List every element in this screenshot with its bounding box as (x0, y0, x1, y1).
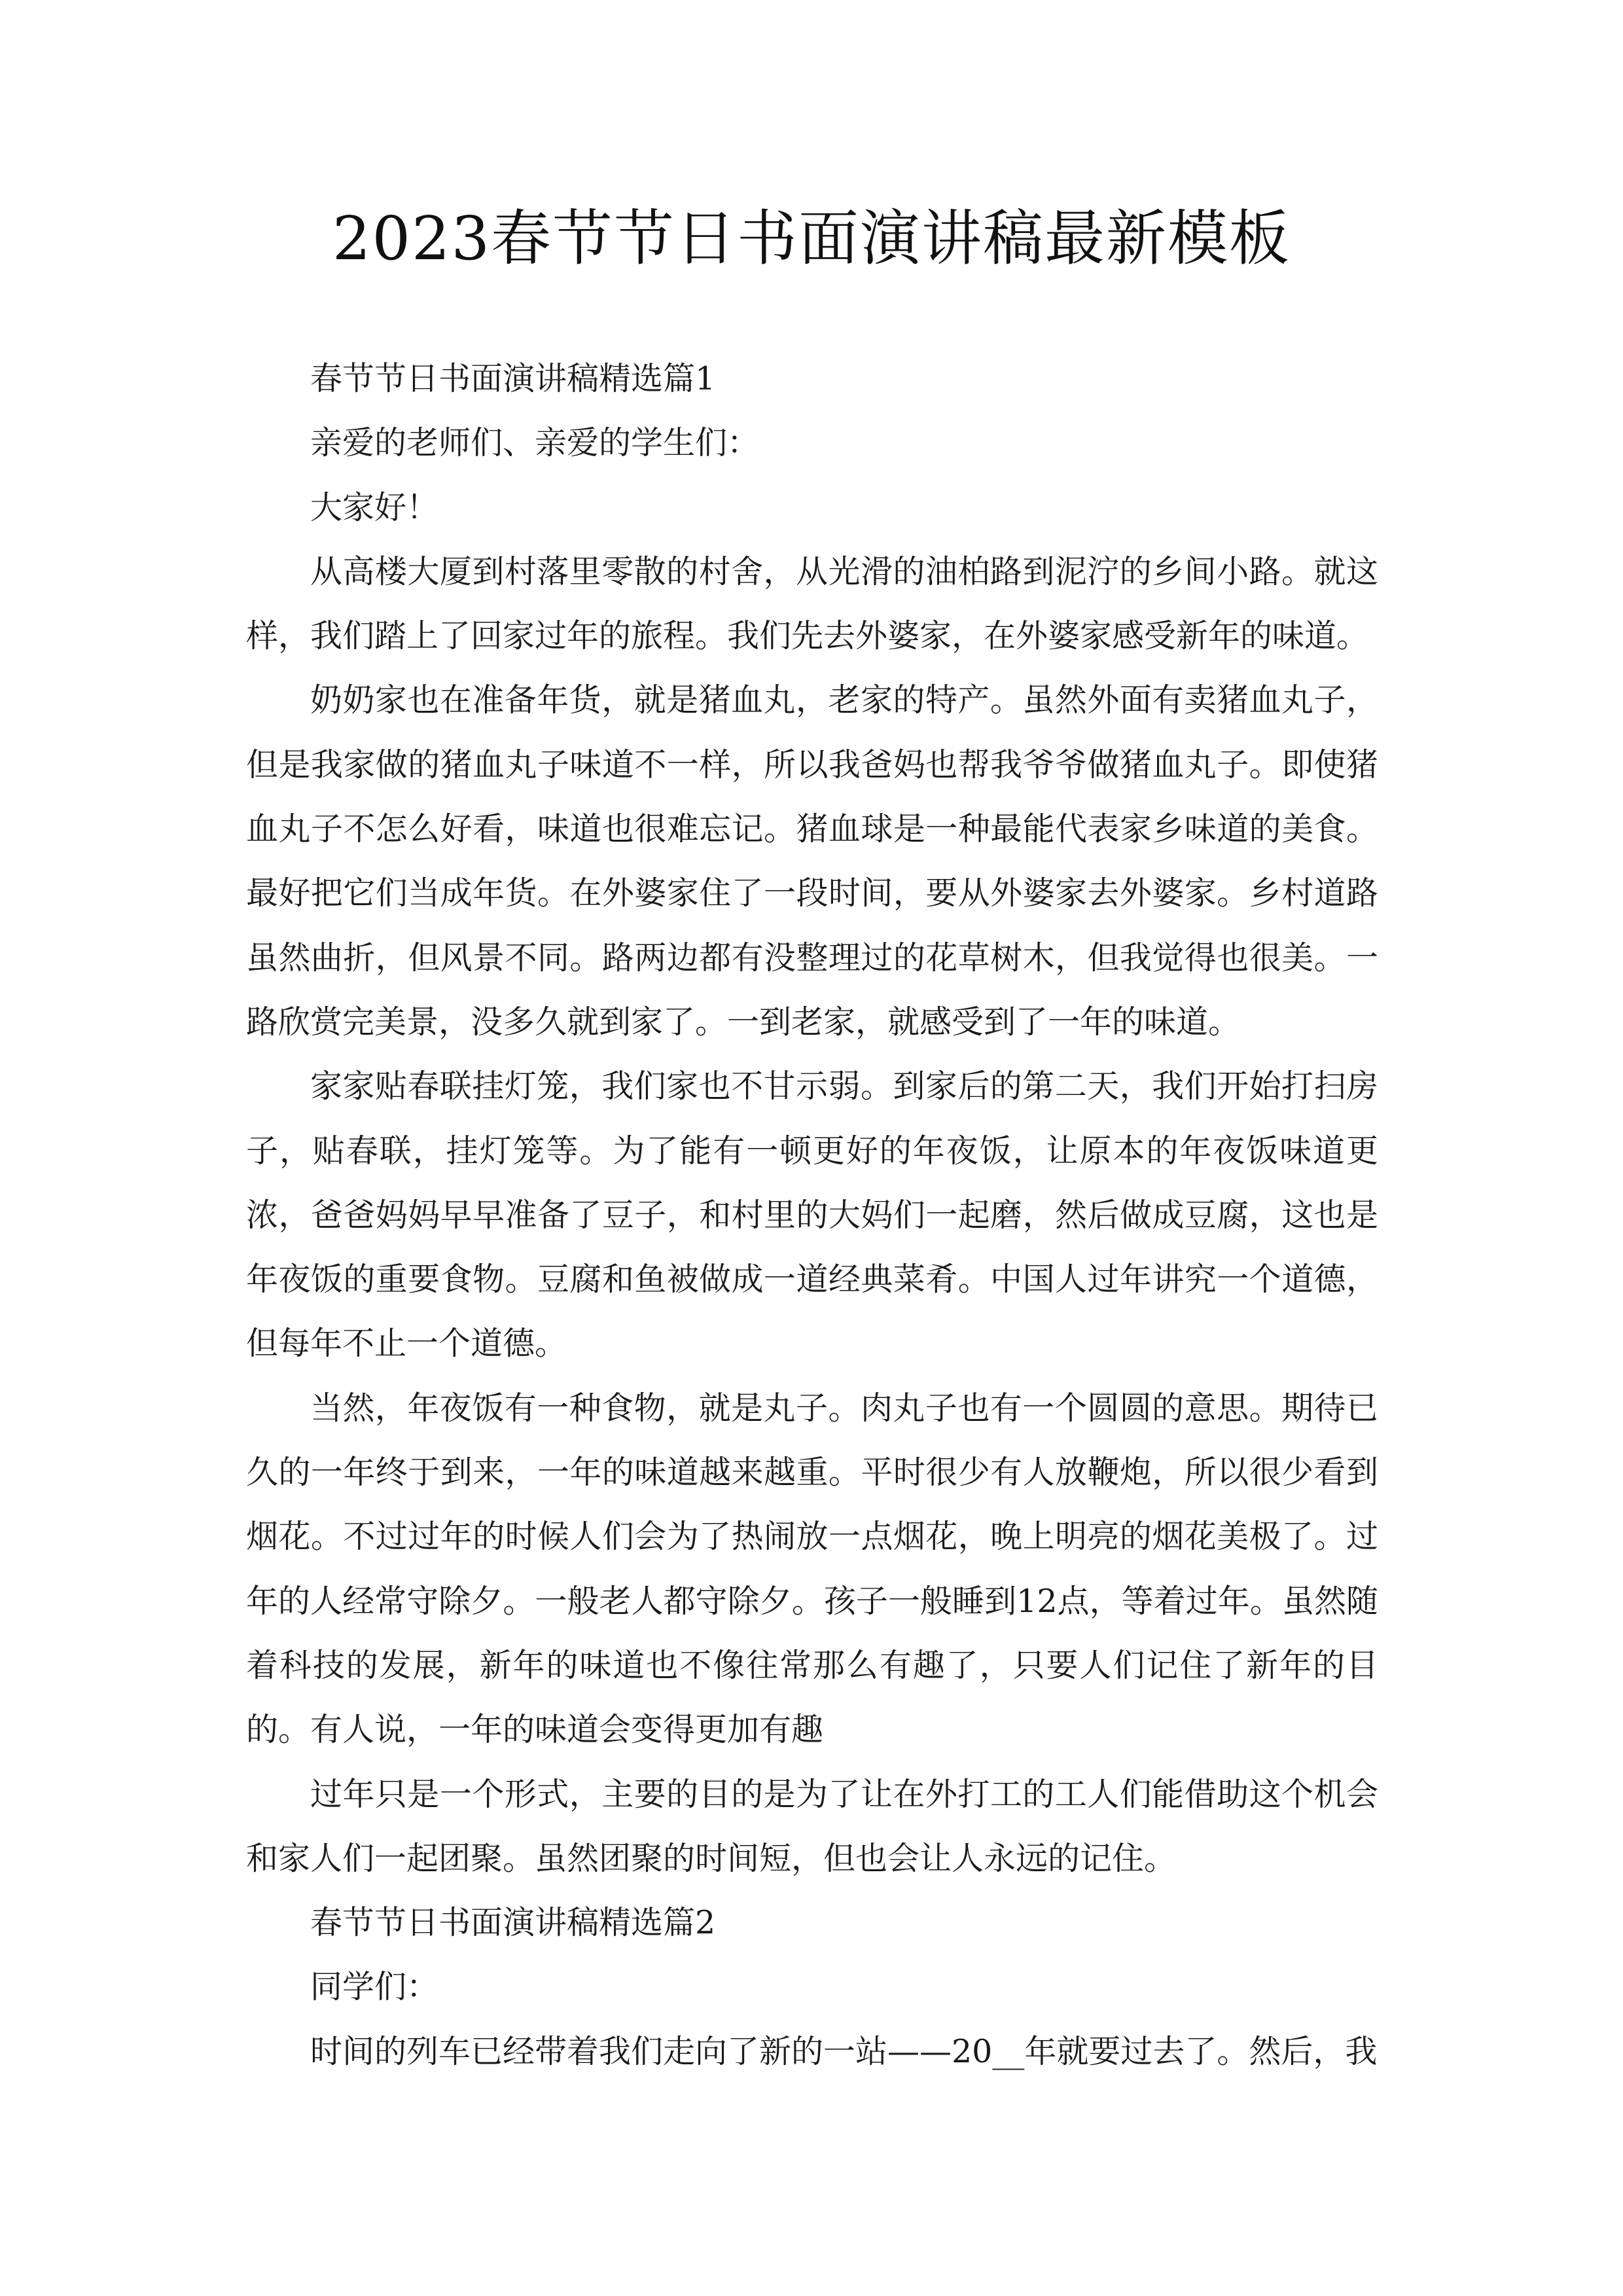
paragraph: 家家贴春联挂灯笼，我们家也不甘示弱。到家后的第二天，我们开始打扫房子，贴春联，挂灯笼等。为了能有一顿更好的年夜饭，让原本的年夜饭味道更浓，爸爸妈妈早早准备了豆子，和村里的大妈们一起磨，然后做成豆腐，这也是年夜饭的重要食物。豆腐和鱼被做成一道经典菜肴。中国人过年讲究一个道德，但每年不止一个道德。 (246, 1067, 1378, 1363)
paragraph: 时间的列车已经带着我们走向了新的一站——20__年就要过去了。然后，我 (310, 2032, 1378, 2070)
paragraph: 当然，年夜饭有一种食物，就是丸子。肉丸子也有一个圆圆的意思。期待已久的一年终于到来，一年的味道越来越重。平时很少有人放鞭炮，所以很少看到烟花。不过过年的时候人们会为了热闹放一点烟花，晚上明亮的烟花美极了。过年的人经常守除夕。一般老人都守除夕。孩子一般睡到12点，等着过年。虽然随着科技的发展，新年的味道也不像往常那么有趣了，只要人们记住了新年的目的。有人说，一年的味道会变得更加有趣 (246, 1389, 1378, 1749)
paragraph: 奶奶家也在准备年货，就是猪血丸，老家的特产。虽然外面有卖猪血丸子，但是我家做的猪血丸子味道不一样，所以我爸妈也帮我爷爷做猪血丸子。即使猪血丸子不怎么好看，味道也很难忘记。猪血球是一种最能代表家乡味道的美食。最好把它们当成年货。在外婆家住了一段时间，要从外婆家去外婆家。乡村道路虽然曲折，但风景不同。路两边都有没整理过的花草树木，但我觉得也很美。一路欣赏完美景，没多久就到家了。一到老家，就感受到了一年的味道。 (246, 681, 1378, 1041)
paragraph: 从高楼大厦到村落里零散的村舍，从光滑的油柏路到泥泞的乡间小路。就这样，我们踏上了回家过年的旅程。我们先去外婆家，在外婆家感受新年的味道。 (246, 552, 1378, 655)
greeting: 大家好！ (310, 488, 439, 526)
document-body (246, 347, 1378, 2084)
document-title: 2023春节节日书面演讲稿最新模板 (332, 204, 1291, 274)
salutation: 同学们： (310, 1968, 439, 2006)
section-heading-2: 春节节日书面演讲稿精选篇2 (310, 1904, 716, 1942)
salutation: 亲爱的老师们、亲爱的学生们： (310, 424, 760, 462)
paragraph: 过年只是一个形式，主要的目的是为了让在外打工的工人们能借助这个机会和家人们一起团聚。虽然团聚的时间短，但也会让人永远的记住。 (246, 1775, 1378, 1877)
section-heading-1: 春节节日书面演讲稿精选篇1 (310, 360, 716, 397)
